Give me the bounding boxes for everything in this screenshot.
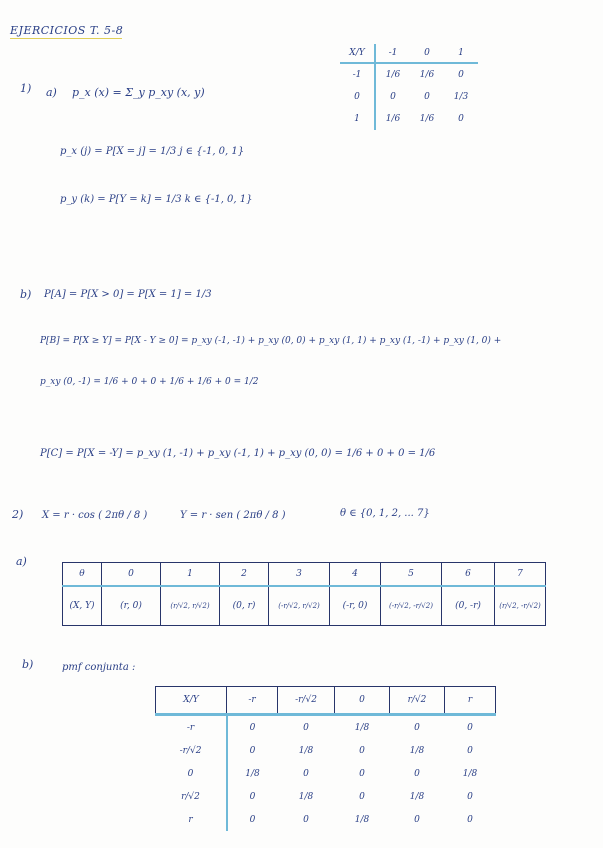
table-cell: 0: [424, 92, 430, 102]
table-row: [156, 785, 496, 808]
table-cell: 0: [390, 92, 396, 102]
table-cell: 0: [467, 814, 473, 825]
angle-header-cell: θ: [63, 563, 102, 587]
row-header: -1: [340, 63, 375, 86]
angle-value-cell: (0, -r): [442, 586, 495, 626]
ex1-a-label: a): [46, 86, 57, 99]
table-row: [340, 63, 478, 86]
col-header: r/√2: [390, 687, 445, 715]
table-cell: 0: [414, 814, 420, 825]
table-cell: 1/8: [409, 791, 425, 802]
table-cell: 0: [458, 114, 464, 124]
angle-header-cell: 5: [381, 563, 442, 587]
angle-table: [62, 562, 546, 626]
angle-header-cell: 1: [161, 563, 220, 587]
y-definition: Y = r · sen ( 2πθ / 8 ): [180, 510, 286, 521]
table-cell: 0: [359, 791, 365, 802]
row-header: 0: [340, 86, 375, 108]
table-cell: 1/3: [453, 92, 469, 102]
ex2-number: 2): [12, 508, 24, 521]
table-cell: 0: [414, 722, 420, 733]
x-definition: X = r · cos ( 2πθ / 8 ): [42, 510, 148, 521]
angle-header-cell: 4: [330, 563, 381, 587]
table-cell: 0: [467, 722, 473, 733]
table-cell: 0: [303, 814, 309, 825]
angle-value-cell: (-r/√2, -r/√2): [381, 586, 442, 626]
table-row: [156, 715, 496, 740]
row-header: -r/√2: [156, 739, 227, 762]
angle-header-cell: 6: [442, 563, 495, 587]
prob-a: P[A] = P[X > 0] = P[X = 1] = 1/3: [44, 289, 212, 300]
table-cell: 1/6: [385, 70, 401, 80]
table-row: [340, 108, 478, 130]
table-cell: 0: [303, 768, 309, 779]
pmf-label: pmf conjunta :: [62, 662, 136, 673]
table-row: [156, 808, 496, 831]
row-header: 0: [156, 762, 227, 785]
table-row: [340, 86, 478, 108]
table-cell: 1/8: [298, 745, 314, 756]
table-cell: 1/6: [419, 70, 435, 80]
table-cell: 1/8: [354, 814, 370, 825]
col-header: -r/√2: [278, 687, 335, 715]
marginal-definition: p_x (x) = Σ_y p_xy (x, y): [72, 86, 205, 99]
table-cell: 0: [359, 745, 365, 756]
joint-pmf-table-2: [155, 686, 496, 831]
table-cell: 0: [303, 722, 309, 733]
table-cell: 1/8: [245, 768, 260, 779]
ex2-a-label: a): [16, 555, 27, 568]
table-cell: 0: [467, 745, 473, 756]
col-header: 0: [410, 44, 444, 63]
table-cell: 1/8: [298, 791, 314, 802]
prob-b-line1: P[B] = P[X ≥ Y] = P[X - Y ≥ 0] = p_xy (-1, -1) + p_xy (0, 0) + p_xy (1, 1) + p_xy (1, -1) + p_xy (1, 0) +: [40, 336, 502, 346]
marginal-py: p_y (k) = P[Y = k] = 1/3 k ∈ {-1, 0, 1}: [60, 194, 253, 205]
row-header: 1: [340, 108, 375, 130]
angle-header-cell: 7: [495, 563, 546, 587]
row-header: r: [156, 808, 227, 831]
page-title: EJERCICIOS T. 5-8: [10, 24, 124, 37]
col-header: -1: [375, 44, 410, 63]
prob-c: P[C] = P[X = -Y] = p_xy (1, -1) + p_xy (-1, 1) + p_xy (0, 0) = 1/6 + 0 + 0 = 1/6: [40, 448, 436, 459]
col-header: 1: [444, 44, 478, 63]
table-cell: 0: [467, 791, 473, 802]
ex1-b-label: b): [20, 288, 32, 301]
table-cell: 0: [458, 70, 464, 80]
angle-header-cell: 2: [220, 563, 269, 587]
angle-value-cell: (-r/√2, r/√2): [269, 586, 330, 626]
joint-pmf-table-1: [340, 44, 478, 130]
table-corner: X/Y: [156, 687, 227, 715]
prob-b-line2: p_xy (0, -1) = 1/6 + 0 + 0 + 1/6 + 1/6 + 0 = 1/2: [40, 377, 259, 387]
angle-value-cell: (r/√2, r/√2): [161, 586, 220, 626]
angle-header-cell: 0: [102, 563, 161, 587]
table-cell: 1/8: [354, 722, 370, 733]
row-header: -r: [156, 715, 227, 740]
angle-header-cell: 3: [269, 563, 330, 587]
ex1-number: 1): [20, 82, 32, 95]
angle-value-cell: (0, r): [220, 586, 269, 626]
table-cell: 1/6: [385, 114, 401, 124]
table-cell: 1/8: [462, 768, 478, 779]
col-header: -r: [227, 687, 278, 715]
angle-value-cell: (r, 0): [102, 586, 161, 626]
row-header: r/√2: [156, 785, 227, 808]
angle-value-cell: (-r, 0): [330, 586, 381, 626]
table-cell: 0: [359, 768, 365, 779]
marginal-px: p_x (j) = P[X = j] = 1/3 j ∈ {-1, 0, 1}: [60, 146, 245, 157]
angle-value-cell: (X, Y): [63, 586, 102, 626]
table-cell: 0: [249, 722, 256, 733]
table-cell: 0: [249, 745, 256, 756]
table-cell: 0: [249, 814, 256, 825]
table-cell: 1/6: [419, 114, 435, 124]
table-row: [156, 762, 496, 785]
ex2-b-label: b): [22, 658, 34, 671]
theta-set: θ ∈ {0, 1, 2, ... 7}: [340, 508, 430, 519]
table-cell: 0: [249, 791, 256, 802]
col-header: 0: [335, 687, 390, 715]
table-cell: 0: [414, 768, 420, 779]
col-header: r: [445, 687, 496, 715]
table-corner: X/Y: [340, 44, 375, 63]
title-underline: [10, 38, 122, 39]
table-row: [156, 739, 496, 762]
table-cell: 1/8: [409, 745, 425, 756]
angle-value-cell: (r/√2, -r/√2): [495, 586, 546, 626]
